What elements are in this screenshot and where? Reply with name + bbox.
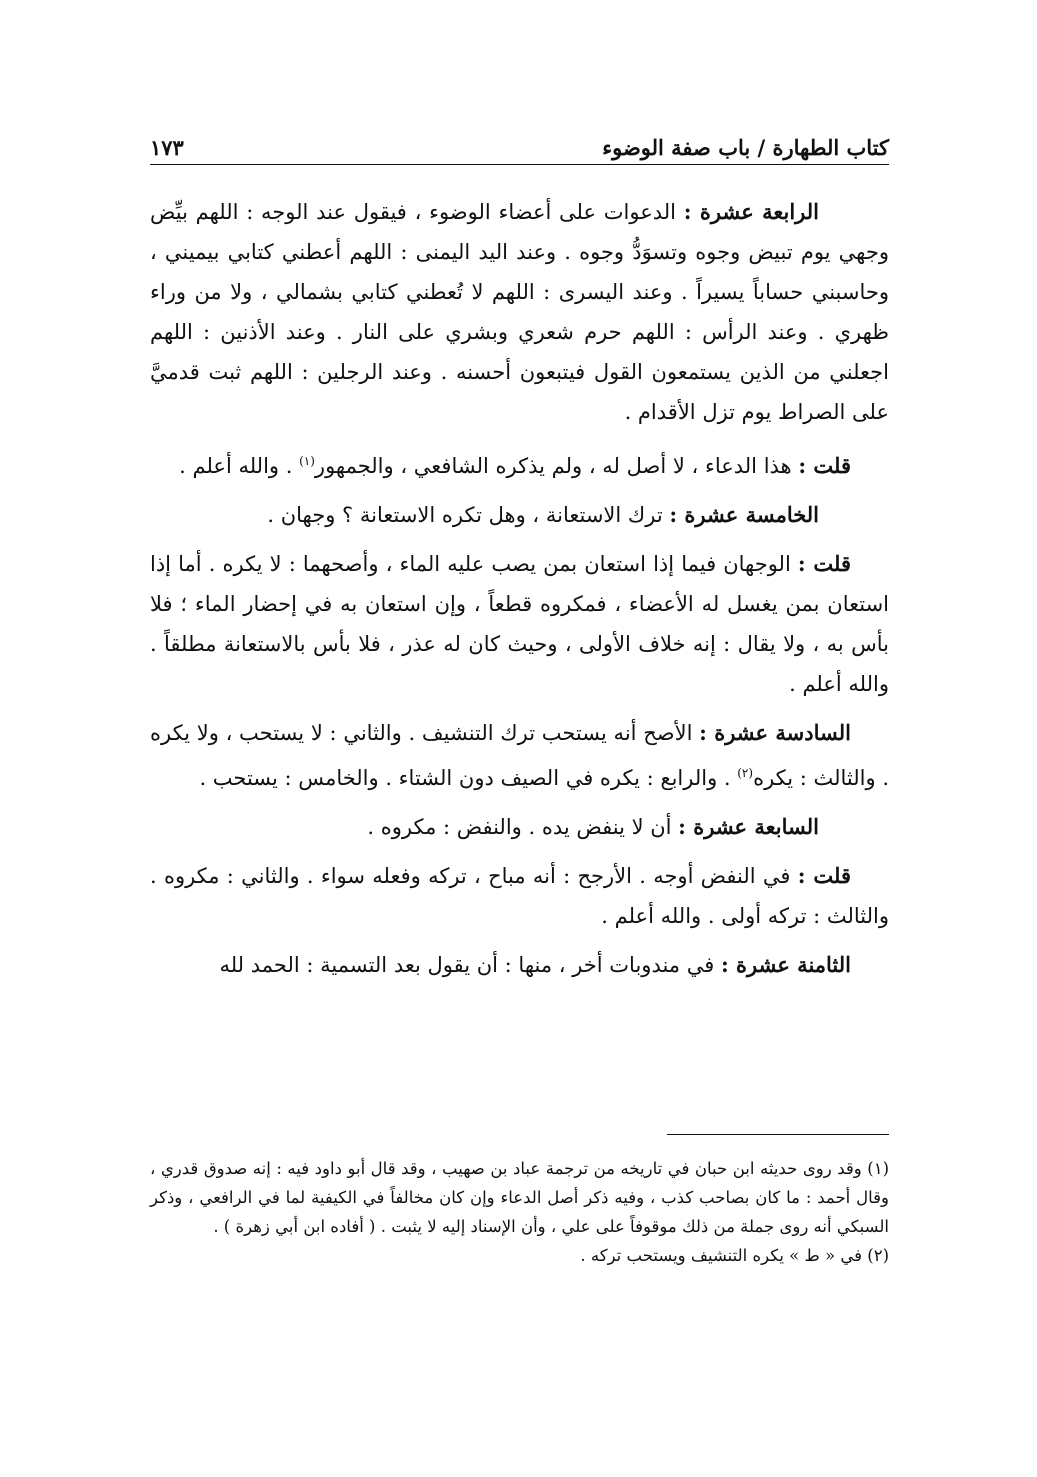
footnote: (١) وقد روى حديثه ابن حبان في تاريخه من ترجمة عباد بن صهيب ، وقد قال أبو داود فيه : إنه صدوق قدري ، وقال أحمد : ما كان بصاحب كذب ، وفيه ذكر أصل الدعاء وإن كان مخالفاً في الكيفية لما في الرافعي ، وذكر السبكي أنه روى جملة من ذلك موقوفاً على علي ، وأن الإسناد إليه لا يثبت . ( أفاده ابن أبي زهرة ) .: [150, 1159, 889, 1236]
paragraph-heading: السادسة عشرة :: [699, 720, 851, 745]
paragraph: [150, 544, 889, 704]
paragraph-text: هذا الدعاء ، لا أصل له ، ولم يذكره الشافعي ، والجمهور: [314, 454, 799, 478]
paragraph-heading: السابعة عشرة :: [678, 814, 819, 839]
paragraph-text: الوجهان فيما إذا استعان بمن يصب عليه الماء ، وأصحهما : لا يكره . أما إذا استعان بمن يغسل له الأعضاء ، فمكروه قطعاً ، وإن استعان به في إحضار الماء ؛ فلا بأس به ، ولا يقال : إنه خلاف الأولى ، وحيث كان له عذر ، فلا بأس بالاستعانة مطلقاً . والله أعلم .: [150, 552, 890, 696]
page-number: ١٧٣: [150, 135, 184, 160]
header-divider: [150, 164, 889, 165]
paragraph: [150, 192, 889, 432]
footnote-marker: (٢): [737, 766, 754, 780]
paragraph: [150, 807, 889, 847]
main-text: [150, 192, 889, 994]
paragraph-text: ترك الاستعانة ، وهل تكره الاستعانة ؟ وجهان .: [267, 503, 670, 527]
paragraph-text: الأصح أنه يستحب ترك التنشيف . والثاني : لا يستحب ، ولا يكره . والثالث : يكره: [150, 721, 889, 790]
footnote: (٢) في « ط » يكره التنشيف ويستحب تركه .: [580, 1246, 889, 1265]
paragraph-text: في النفض أوجه . الأرجح : أنه مباح ، تركه وفعله سواء . والثاني : مكروه . والثالث : تركه أولى . والله أعلم .: [150, 864, 889, 928]
paragraph-heading: الثامنة عشرة :: [720, 952, 851, 977]
paragraph-heading: قلت :: [797, 863, 851, 888]
paragraph: [150, 856, 889, 936]
paragraph-heading: الخامسة عشرة :: [669, 502, 819, 527]
paragraph-text-tail: . والرابع : يكره في الصيف دون الشتاء . والخامس : يستحب .: [199, 766, 738, 790]
paragraph: [150, 713, 889, 798]
paragraph-text: أن لا ينفض يده . والنفض : مكروه .: [367, 815, 679, 839]
paragraph-heading: قلت :: [798, 453, 851, 478]
paragraph-heading: الرابعة عشرة :: [683, 199, 819, 224]
paragraph-text: في مندوبات أخر ، منها : أن يقول بعد التسمية : الحمد لله: [219, 953, 721, 977]
running-title: كتاب الطهارة / باب صفة الوضوء: [602, 135, 889, 160]
footnotes: [150, 1154, 889, 1270]
paragraph: [150, 945, 889, 985]
paragraph-text-tail: . والله أعلم .: [179, 454, 300, 478]
footnote-divider: [667, 1134, 889, 1135]
page-header: [150, 126, 889, 160]
paragraph-heading: قلت :: [797, 551, 851, 576]
paragraph: [150, 495, 889, 535]
paragraph-text: الدعوات على أعضاء الوضوء ، فيقول عند الوجه : اللهم بيِّض وجهي يوم تبيض وجوه وتسوَدُّ وجوه . وعند اليد اليمنى : اللهم أعطني كتابي بيميني ، وحاسبني حساباً يسيراً . وعند اليسرى : اللهم لا تُعطني كتابي بشمالي ، ولا من وراء ظهري . وعند الرأس : اللهم حرم شعري وبشري على النار . وعند الأذنين : اللهم اجعلني من الذين يستمعون القول فيتبعون أحسنه . وعند الرجلين : اللهم ثبت قدميَّ على الصراط يوم تزل الأقدام .: [150, 200, 889, 424]
footnote-marker: (١): [299, 454, 315, 468]
paragraph: [150, 441, 889, 486]
